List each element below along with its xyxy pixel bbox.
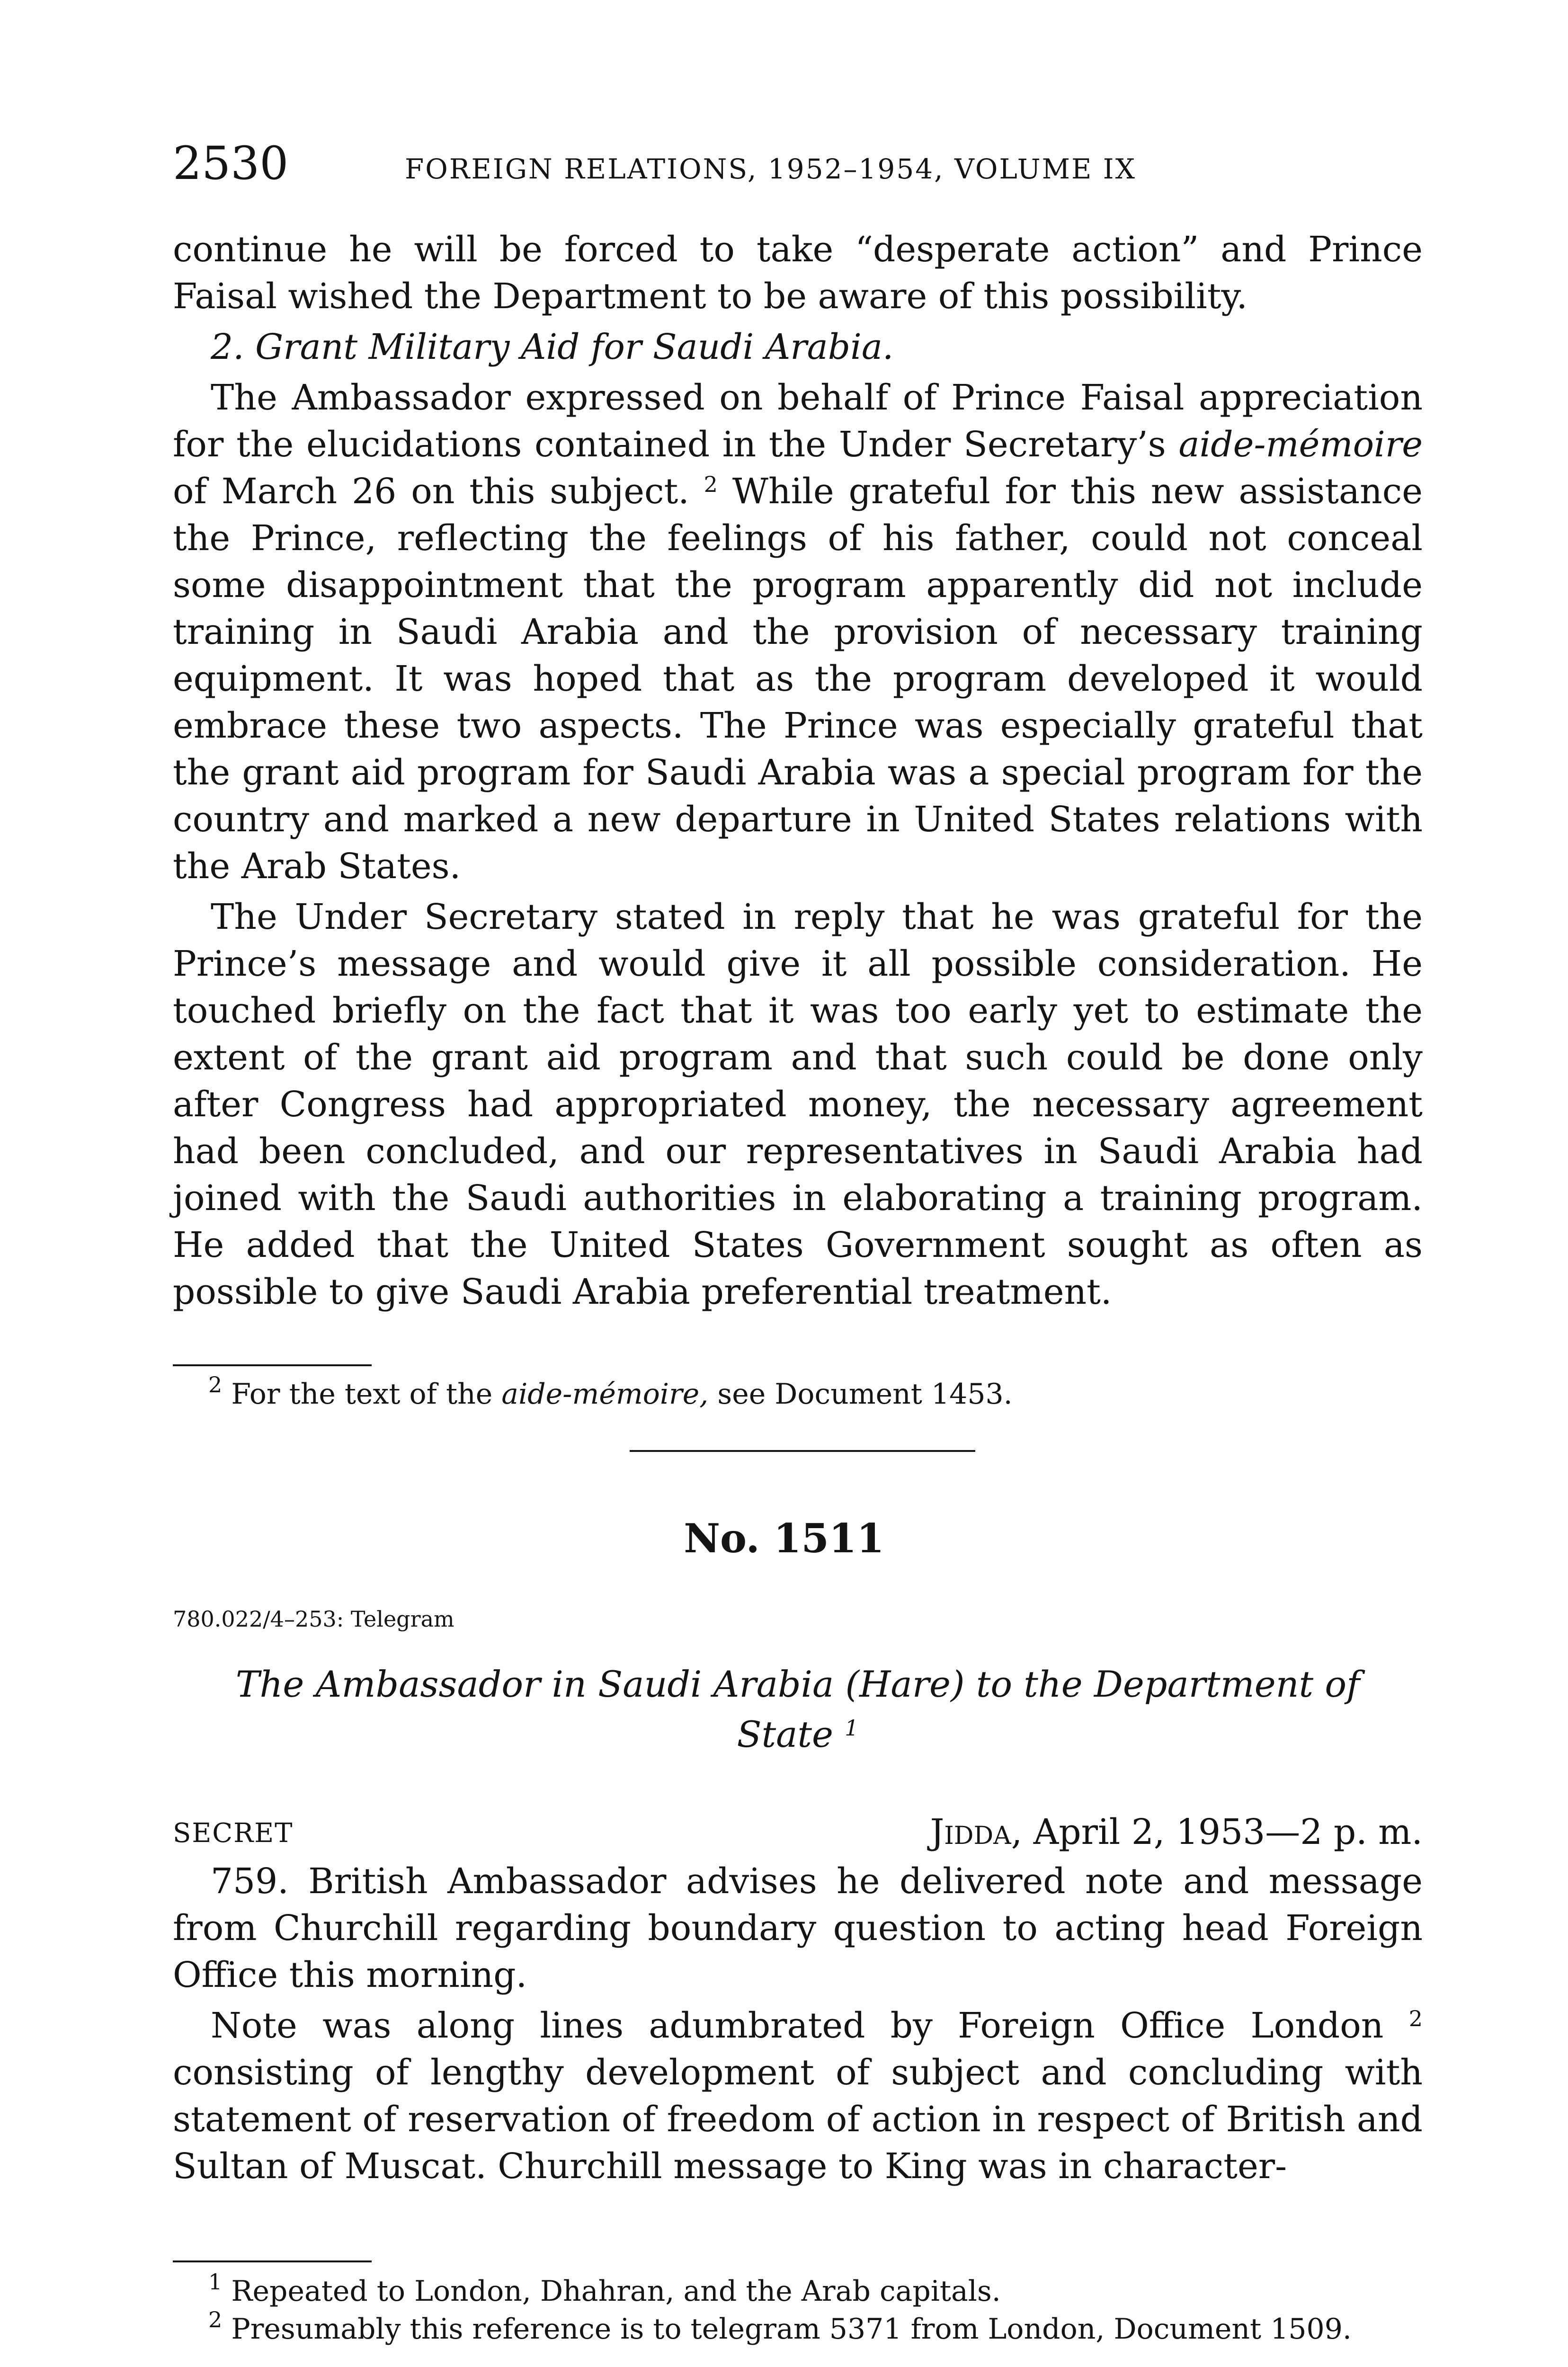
footnote-reference: 1 (845, 1715, 859, 1741)
footnote-rule (173, 1364, 372, 1366)
ambassador-paragraph (173, 374, 1423, 890)
under-secretary-paragraph: The Under Secretary stated in reply that he was grateful for the Prince’s message and would give it all possible consideration. He touched briefly on the fact that it was too early yet to estimate the extent of the grant aid program and that such could be done only after Congress had appropriated money, the necessary agreement had been concluded, and our representatives in Saudi Arabia had joined with the Saudi authorities in elaborating a training program. He added that the United States Government sought as often as possible to give Saudi Arabia preferential treatment. (173, 897, 1423, 1312)
file-reference: 780.022/4–253: Telegram (173, 1606, 454, 1632)
para-text: of March 26 on this subject. (173, 471, 689, 512)
telegram-paragraph (173, 2002, 1423, 2190)
telegram-body (173, 1858, 1423, 2194)
para-text: The Ambassador expressed on behalf of Prince Faisal appreciation for the elucidations contained in the Under Secretary’s (173, 377, 1423, 465)
para-text: While grateful for this new assistance the Prince, reflecting the feelings of his father, could not conceal some disappointment that the program apparently did not include training in Saudi Arabia and the provision of necessary training equipment. It was hoped that as the program developed it would embrace these two aspects. The Prince was especially grateful that the grant aid program for Saudi Arabia was a special program for the country and marked a new departure in United States relations with the Arab States. (173, 471, 1423, 887)
place: Jidda, (930, 1812, 1023, 1852)
footnote-marker: 1 (208, 2269, 223, 2295)
footnote-text: For the text of the (222, 1378, 502, 1411)
running-head (173, 137, 1423, 189)
continuation-paragraph: continue he will be forced to take “desperate action” and Prince Faisal wished the Department to be aware of this possibility. (173, 229, 1423, 317)
page-number: 2530 (173, 137, 289, 190)
footnote-marker: 2 (208, 2307, 223, 2332)
section-subheading: 2. Grant Military Aid for Saudi Arabia. (211, 327, 894, 367)
footnote (208, 2307, 1420, 2348)
footnote-text: Repeated to London, Dhahran, and the Arab capitals. (222, 2275, 1001, 2308)
title-line (173, 1709, 1423, 1760)
document-number: No. 1511 (684, 1515, 884, 1562)
telegram-paragraph: 759. British Ambassador advises he delivered note and message from Churchill regarding boundary question to acting head Foreign Office this morning. (173, 1861, 1423, 1995)
running-title: FOREIGN RELATIONS, 1952–1954, VOLUME IX (405, 153, 1136, 185)
para-text: Note was along lines adumbrated by Foreign Office London (211, 2005, 1384, 2046)
footnote-rule (173, 2260, 372, 2262)
footnote-text: see Document 1453. (708, 1378, 1013, 1411)
footnote-italic-term: aide-mémoire, (501, 1378, 709, 1411)
para-italic-term: aide-mémoire (1178, 424, 1423, 465)
title-text: State (737, 1713, 833, 1755)
dateline (930, 1808, 1423, 1856)
footnote (208, 2269, 1420, 2310)
footnote-reference: 2 (1408, 2006, 1423, 2031)
footnote-reference: 2 (704, 472, 718, 497)
para-text: consisting of lengthy development of subject and concluding with statement of reservation of freedom of action in respect of British and Sultan of Muscat. Churchill message to King was in character- (173, 2052, 1423, 2187)
dateline-row (173, 1808, 1423, 1856)
footnote-marker: 2 (208, 1372, 223, 1397)
section-divider (630, 1450, 975, 1452)
title-line: The Ambassador in Saudi Arabia (Hare) to the Department of (235, 1663, 1360, 1705)
upper-body-text (173, 226, 1423, 1319)
upper-footnote (208, 1372, 1420, 1413)
footnote-text: Presumably this reference is to telegram 5371 from London, Document 1509. (222, 2313, 1352, 2346)
lower-footnotes (208, 2269, 1420, 2348)
classification-label: SECRET (173, 1818, 294, 1849)
document-title (173, 1659, 1423, 1760)
date: April 2, 1953—2 p. m. (1022, 1812, 1423, 1852)
